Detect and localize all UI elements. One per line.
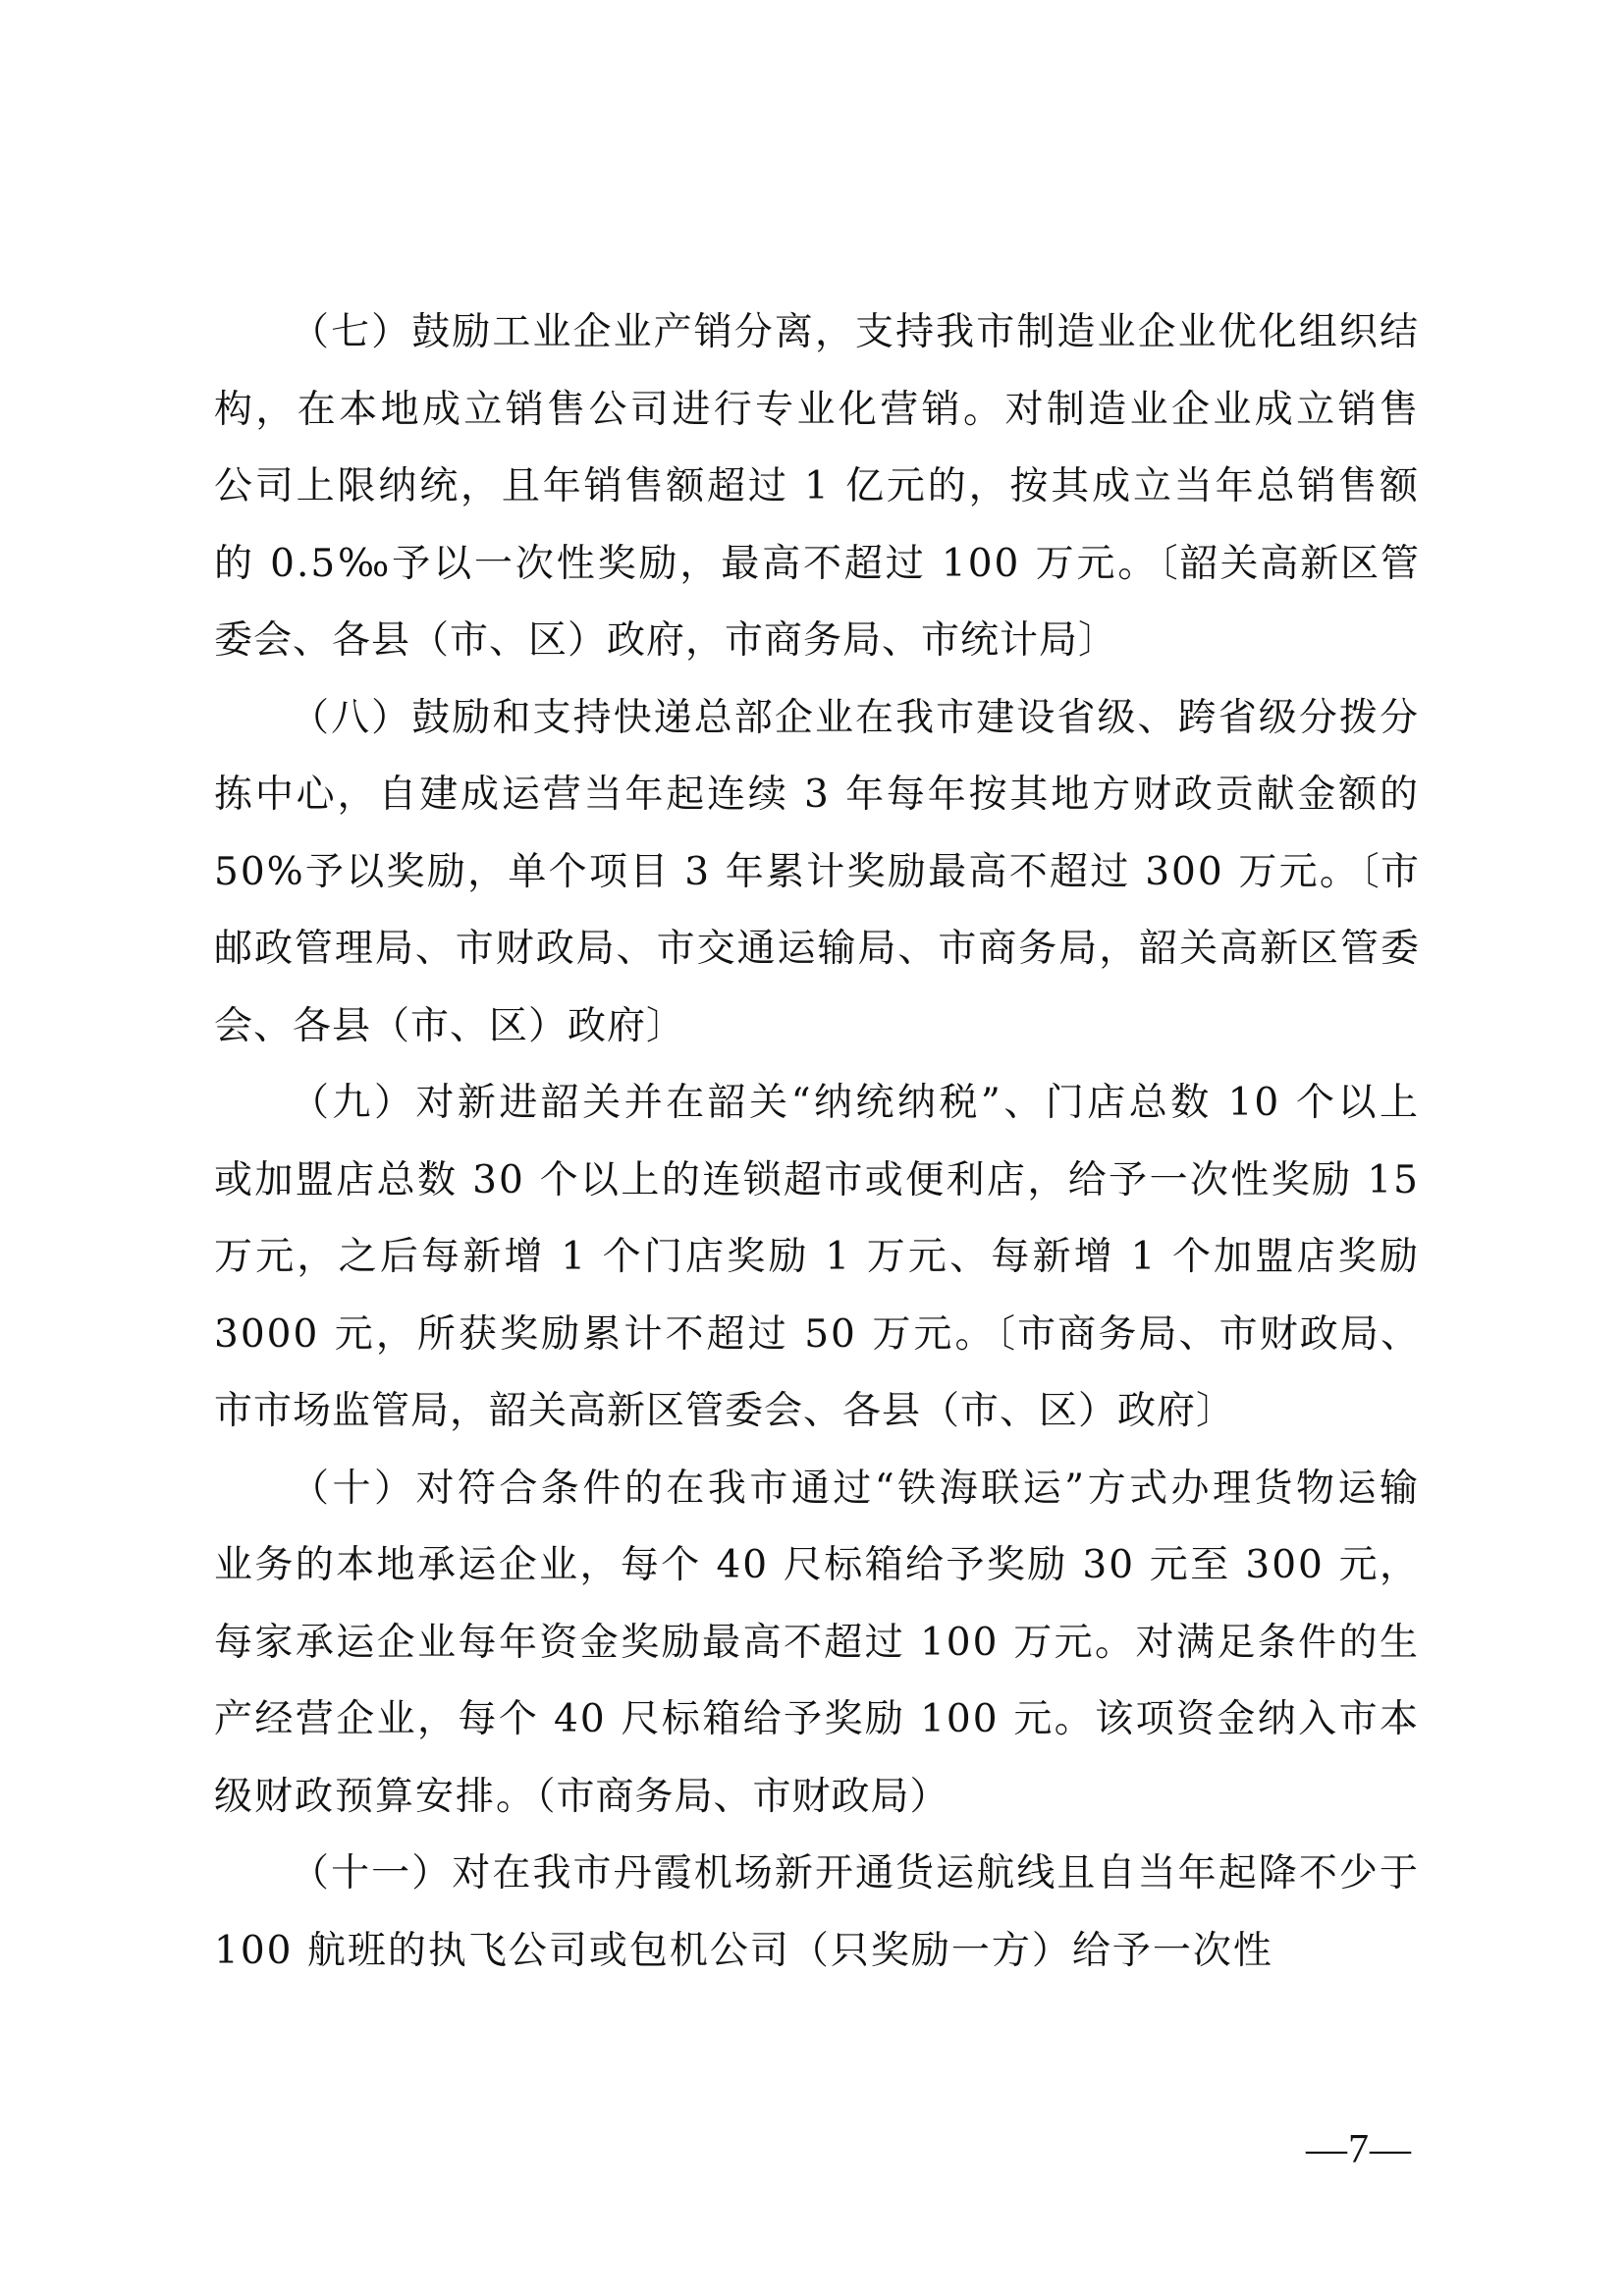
paragraph-8-text: （八）鼓励和支持快递总部企业在我市建设省级、跨省级分拨分拣中心，自建成运营当年起连续 3 年每年按其地方财政贡献金额的 50%予以奖励，单个项目 3 年累计奖励最高不超过 300 万元。 xyxy=(214,695,1420,894)
page-number: —7— xyxy=(1306,2127,1412,2172)
paragraph-11-text: （十一）对在我市丹霞机场新开通货运航线且自当年起降不少于 100 航班的执飞公司或包机公司（只奖励一方）给予一次性 xyxy=(214,1851,1420,1973)
paragraph-7 xyxy=(214,294,1420,680)
document-body xyxy=(214,294,1420,1990)
paragraph-10-text: （十）对符合条件的在我市通过“铁海联运”方式办理货物运输业务的本地承运企业，每个 40 尺标箱给予奖励 30 元至 300 元，每家承运企业每年资金奖励最高不超过 100 万元。对满足条件的生产经营企业，每个 40 尺标箱给予奖励 100 元。该项资金纳入市本级财政预算安排。 xyxy=(214,1466,1420,1819)
paragraph-8 xyxy=(214,680,1420,1066)
paragraph-7-text: （七）鼓励工业企业产销分离，支持我市制造业企业优化组织结构，在本地成立销售公司进行专业化营销。对制造业企业成立销售公司上限纳统，且年销售额超过 1 亿元的，按其成立当年总销售额的 0.5‰予以一次性奖励，最高不超过 100 万元。 xyxy=(214,310,1420,586)
paragraph-9 xyxy=(214,1065,1420,1451)
paragraph-7-departments: 〔韶关高新区管委会、各县（市、区）政府，市商务局、市统计局〕 xyxy=(214,541,1420,663)
paragraph-9-departments: 〔市商务局、市财政局、市市场监管局，韶关高新区管委会、各县（市、区）政府〕 xyxy=(214,1311,1420,1433)
paragraph-11 xyxy=(214,1836,1420,1990)
paragraph-9-text: （九）对新进韶关并在韶关“纳统纳税”、门店总数 10 个以上或加盟店总数 30 个以上的连锁超市或便利店，给予一次性奖励 15 万元，之后每新增 1 个门店奖励 1 万元、每新增 1 个加盟店奖励 3000 元，所获奖励累计不超过 50 万元。 xyxy=(214,1081,1420,1357)
paragraph-8-departments: 〔市邮政管理局、市财政局、市交通运输局、市商务局，韶关高新区管委会、各县（市、区）政府〕 xyxy=(214,849,1420,1048)
paragraph-10 xyxy=(214,1451,1420,1837)
paragraph-10-departments: （市商务局、市财政局） xyxy=(536,1774,949,1819)
